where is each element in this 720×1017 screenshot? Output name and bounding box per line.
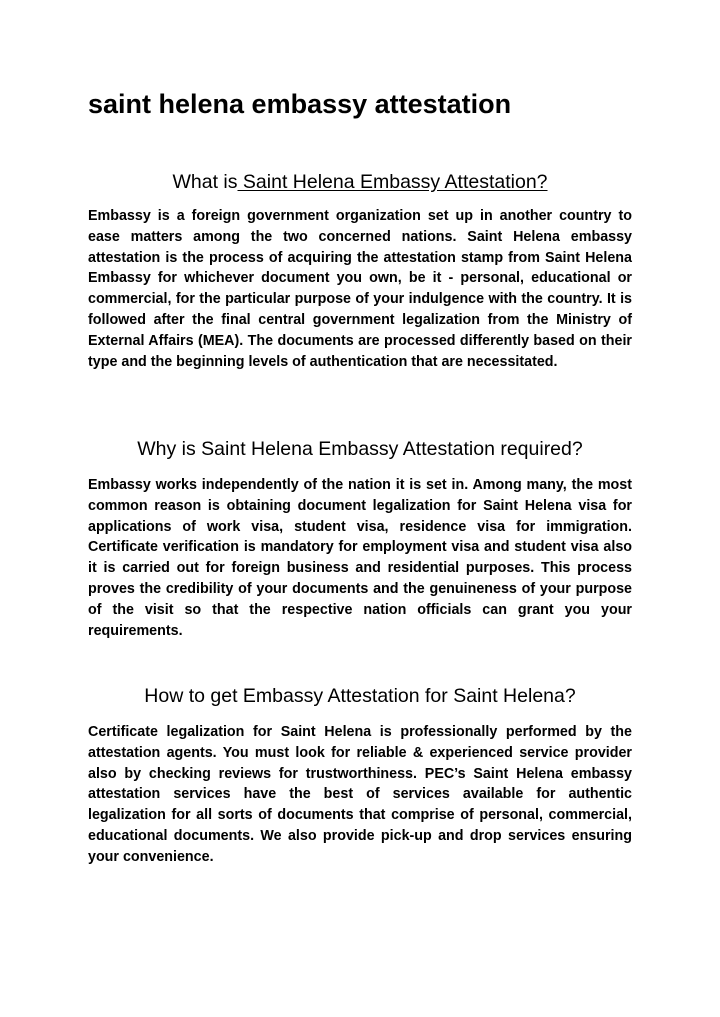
heading-link-saint-helena-attestation[interactable]: Saint Helena Embassy Attestation? <box>237 171 548 193</box>
section-heading-why-required: Why is Saint Helena Embassy Attestation required? <box>137 438 583 460</box>
page-title: saint helena embassy attestation <box>88 89 512 119</box>
section-paragraph-why-required: Embassy works independently of the nation it is set in. Among many, the most common reason is obtaining document legalization for Saint Helena visa for applications of work visa, student visa, residence visa for immigration. Certificate verification is mandatory for employment visa and student visa also it is carried out for foreign business and residential purposes. This process proves the credibility of your documents and the genuineness of your purpose of the visit so that the respective nation officials can grant you your requirements. <box>88 477 632 639</box>
section-heading-what-is <box>88 169 632 195</box>
section-paragraph-how-to-get: Certificate legalization for Saint Helena is professionally performed by the attestation agents. You must look for reliable & experienced service provider also by checking reviews for trustworthiness. PEC’s Saint Helena embassy attestation services have the best of services available for authentic legalization for all sorts of documents that comprise of personal, commercial, educational documents. We also provide pick-up and drop services ensuring your convenience. <box>88 724 632 865</box>
heading-prefix: What is <box>172 171 238 193</box>
section-paragraph-what-is: Embassy is a foreign government organization set up in another country to ease matters among the two concerned nations. Saint Helena embassy attestation is the process of acquiring the attestation stamp from Saint Helena Embassy for whichever document you own, be it - personal, educational or commercial, for the particular purpose of your indulgence with the country. It is followed after the final central government legalization from the Ministry of External Affairs (MEA). The documents are processed differently based on their type and the beginning levels of authentication that are necessitated. <box>88 208 632 370</box>
section-heading-how-to-get: How to get Embassy Attestation for Saint Helena? <box>144 685 576 707</box>
